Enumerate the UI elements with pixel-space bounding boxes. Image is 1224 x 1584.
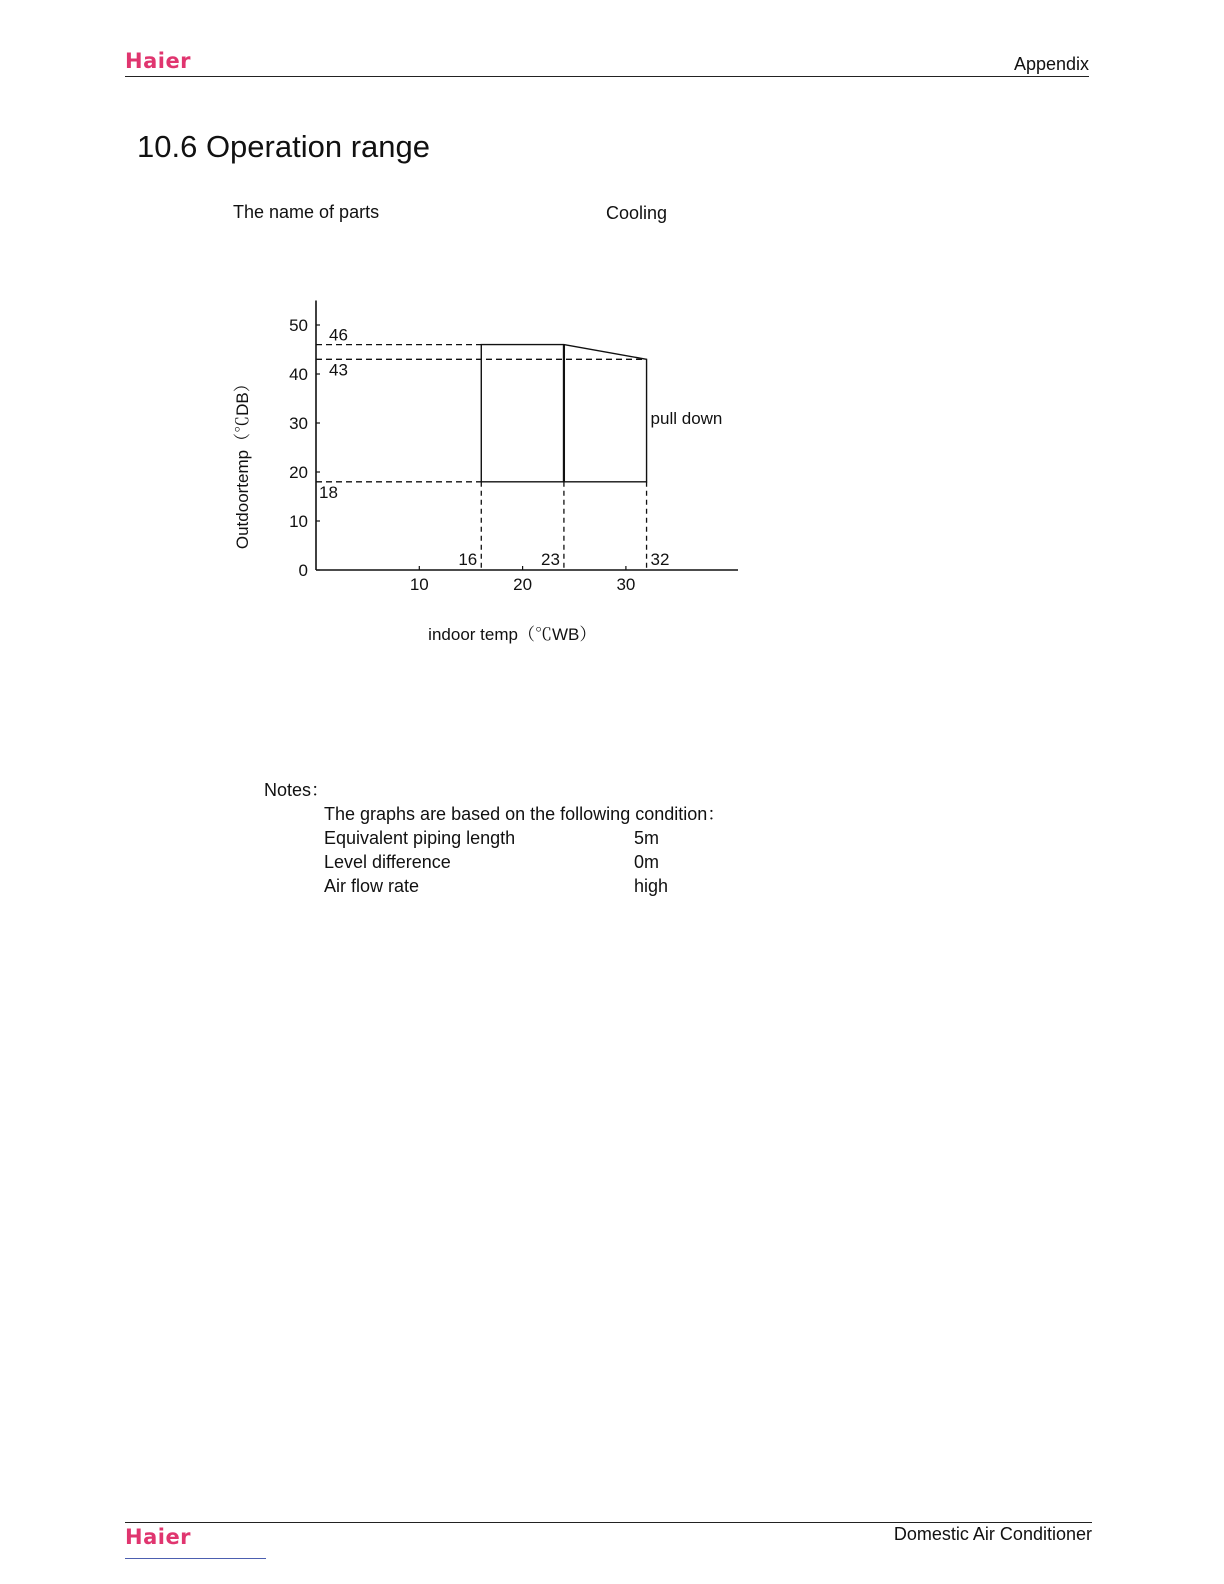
condition-label: Level difference <box>324 852 451 872</box>
condition-value: 0m <box>634 852 660 872</box>
y-tick-label: 30 <box>289 414 308 433</box>
condition-label: Air flow rate <box>324 876 420 896</box>
header-section-label: Appendix <box>1013 54 1089 74</box>
y-tick-label: 20 <box>289 463 308 482</box>
y-axis-title: Outdoortemp（℃DB） <box>233 375 252 550</box>
condition-value: 5m <box>634 828 660 848</box>
mode-label: Cooling <box>606 203 668 223</box>
x-axis-title: indoor temp（℃WB） <box>428 625 597 644</box>
ref-label-x-32: 32 <box>650 550 670 569</box>
condition-row <box>324 874 725 898</box>
condition-label: Equivalent piping length <box>324 828 516 848</box>
footer-text: Domestic Air Conditioner <box>893 1524 1092 1544</box>
ref-label-46: 46 <box>329 325 348 345</box>
notes-heading: Notes： <box>264 780 330 800</box>
ref-label-43: 43 <box>329 360 348 380</box>
y-tick-label: 0 <box>298 561 308 580</box>
ref-label-x-23: 23 <box>540 550 560 569</box>
x-tick-label: 10 <box>409 575 429 594</box>
y-tick-label: 50 <box>289 316 308 335</box>
x-tick-label: 30 <box>616 575 636 594</box>
y-tick-label: 10 <box>289 512 308 531</box>
notes-intro: The graphs are based on the following condition： <box>324 804 726 824</box>
y-tick-label: 40 <box>289 365 308 384</box>
footer-divider <box>125 1522 1092 1523</box>
operation-range-chart <box>220 290 760 660</box>
condition-row <box>324 826 725 850</box>
condition-row <box>324 850 725 874</box>
header-divider <box>125 76 1089 77</box>
notes-block <box>264 778 725 898</box>
footer-haier-logo: Haier <box>125 1525 192 1549</box>
footer-logo-underline <box>125 1558 266 1559</box>
page-title: 10.6 Operation range <box>137 129 430 164</box>
ref-label-x-16: 16 <box>458 550 478 569</box>
x-tick-label: 20 <box>513 575 533 594</box>
haier-logo: Haier <box>125 49 192 73</box>
ref-label-18: 18 <box>319 482 338 502</box>
condition-value: high <box>634 876 669 896</box>
parts-label: The name of parts <box>233 202 380 222</box>
pull-down-label: pull down <box>650 409 723 429</box>
